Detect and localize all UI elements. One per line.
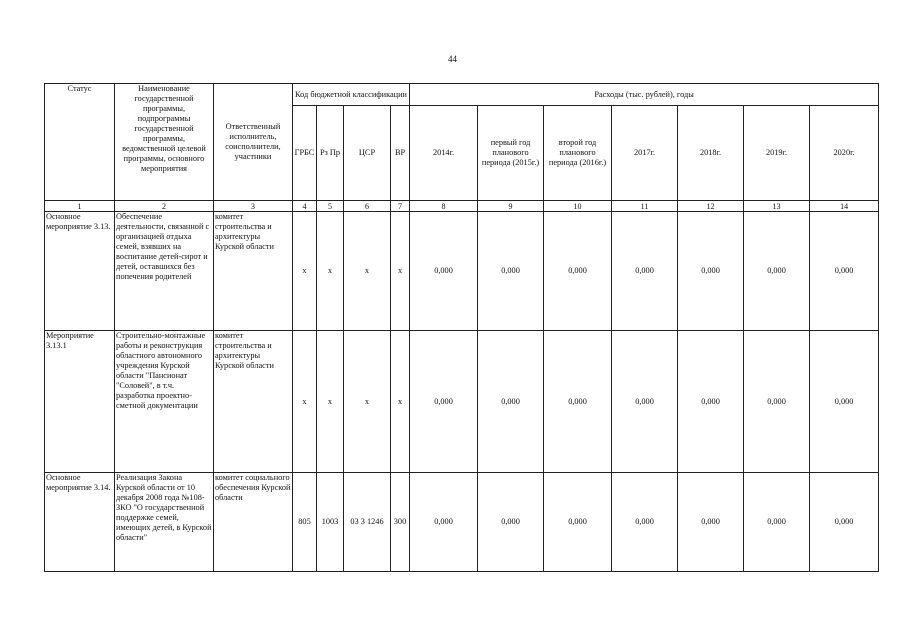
row-name: Обеспечение деятельности, связанной с организацией отдыха семей, взявших на воспитание детей-сирот и детей, оставшихся без попечения родителей xyxy=(115,212,214,331)
header-name: Наименование государственной программы, подпрограммы государственной программы, ведомственной целевой программы, основного мероприятия xyxy=(115,84,214,201)
row-value-2020: 0,000 xyxy=(810,331,879,473)
row-rzpr: х xyxy=(317,331,344,473)
header-year-2018: 2018г. xyxy=(678,106,744,201)
row-csr: х xyxy=(344,331,391,473)
column-number: 9 xyxy=(478,201,544,212)
row-vr: х xyxy=(391,331,410,473)
column-number: 5 xyxy=(317,201,344,212)
row-value-2017: 0,000 xyxy=(612,473,678,572)
column-number: 8 xyxy=(410,201,478,212)
column-number: 13 xyxy=(744,201,810,212)
row-value-2016: 0,000 xyxy=(544,212,612,331)
row-value-2015: 0,000 xyxy=(478,473,544,572)
row-value-2014: 0,000 xyxy=(410,473,478,572)
row-grbs: х xyxy=(293,331,317,473)
header-status: Статус xyxy=(45,84,115,201)
row-status: Основное мероприятие 3.14. xyxy=(45,473,115,572)
column-number: 1 xyxy=(45,201,115,212)
row-status: Мероприятие 3.13.1 xyxy=(45,331,115,473)
row-value-2020: 0,000 xyxy=(810,473,879,572)
header-rzpr: Рз Пр xyxy=(317,106,344,201)
header-csr: ЦСР xyxy=(344,106,391,201)
header-year-2019: 2019г. xyxy=(744,106,810,201)
row-responsible: комитет социального обеспечения Курской области xyxy=(214,473,293,572)
page-number: 44 xyxy=(448,54,457,64)
row-value-2017: 0,000 xyxy=(612,331,678,473)
row-name: Реализация Закона Курской области от 10 декабря 2008 года №108-ЗКО "О государственной поддержке семей, имеющих детей, в Курской области" xyxy=(115,473,214,572)
header-year-2014: 2014г. xyxy=(410,106,478,201)
row-name: Строительно-монтажные работы и реконструкция областного автономного учреждения Курской области "Пансионат "Соловей", в т.ч. разработка проектно-сметной документации xyxy=(115,331,214,473)
row-responsible: комитет строительства и архитектуры Курской области xyxy=(214,212,293,331)
column-number: 7 xyxy=(391,201,410,212)
column-number: 14 xyxy=(810,201,879,212)
row-grbs: 805 xyxy=(293,473,317,572)
header-budget-code: Код бюджетной классификации xyxy=(293,84,410,106)
row-value-2020: 0,000 xyxy=(810,212,879,331)
header-year-2015: первый год планового периода (2015г.) xyxy=(478,106,544,201)
row-value-2018: 0,000 xyxy=(678,212,744,331)
row-value-2015: 0,000 xyxy=(478,331,544,473)
row-grbs: х xyxy=(293,212,317,331)
row-responsible: комитет строительства и архитектуры Курской области xyxy=(214,331,293,473)
row-csr: х xyxy=(344,212,391,331)
row-rzpr: х xyxy=(317,212,344,331)
column-number: 10 xyxy=(544,201,612,212)
column-number: 3 xyxy=(214,201,293,212)
column-number: 2 xyxy=(115,201,214,212)
header-responsible: Ответственный исполнитель, соисполнители, участники xyxy=(214,84,293,201)
row-vr: х xyxy=(391,212,410,331)
row-value-2016: 0,000 xyxy=(544,331,612,473)
row-value-2016: 0,000 xyxy=(544,473,612,572)
column-number: 12 xyxy=(678,201,744,212)
row-value-2018: 0,000 xyxy=(678,331,744,473)
table-row xyxy=(45,331,879,473)
row-value-2019: 0,000 xyxy=(744,212,810,331)
row-value-2018: 0,000 xyxy=(678,473,744,572)
budget-table xyxy=(44,83,879,572)
table-row xyxy=(45,473,879,572)
column-number-row xyxy=(45,201,879,212)
column-number: 6 xyxy=(344,201,391,212)
row-value-2019: 0,000 xyxy=(744,331,810,473)
row-value-2019: 0,000 xyxy=(744,473,810,572)
header-vr: ВР xyxy=(391,106,410,201)
row-vr: 300 xyxy=(391,473,410,572)
row-value-2017: 0,000 xyxy=(612,212,678,331)
column-number: 11 xyxy=(612,201,678,212)
header-year-2020: 2020г. xyxy=(810,106,879,201)
row-status: Основное мероприятие 3.13. xyxy=(45,212,115,331)
row-value-2014: 0,000 xyxy=(410,331,478,473)
row-value-2014: 0,000 xyxy=(410,212,478,331)
header-year-2016: второй год планового периода (2016г.) xyxy=(544,106,612,201)
table-row xyxy=(45,212,879,331)
row-csr: 03 3 1246 xyxy=(344,473,391,572)
row-value-2015: 0,000 xyxy=(478,212,544,331)
header-year-2017: 2017г. xyxy=(612,106,678,201)
row-rzpr: 1003 xyxy=(317,473,344,572)
header-grbs: ГРБС xyxy=(293,106,317,201)
column-number: 4 xyxy=(293,201,317,212)
header-expenses: Расходы (тыс. рублей), годы xyxy=(410,84,879,106)
